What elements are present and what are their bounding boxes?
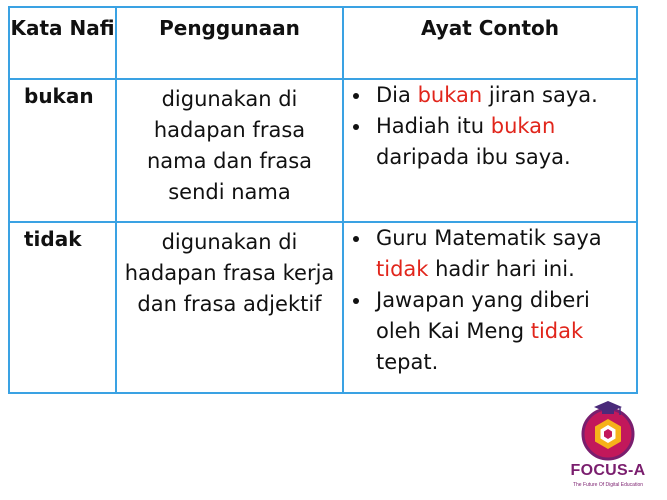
example-list <box>344 80 636 173</box>
ayat-contoh-cell <box>343 222 637 393</box>
example-list <box>344 223 636 378</box>
header-penggunaan: Penggunaan <box>116 7 343 79</box>
negation-word: tidak <box>530 319 584 343</box>
header-ayat-contoh: Ayat Contoh <box>343 7 637 79</box>
example-item: • Hadiah itu bukan daripada ibu saya. <box>372 111 632 173</box>
logo-name: FOCUS-A <box>570 462 646 479</box>
negation-word: tidak <box>376 257 429 281</box>
focus-a-logo <box>556 398 660 496</box>
table-row <box>9 79 637 222</box>
penggunaan-cell: digunakan di hadapan frasa kerja dan frasa adjektif <box>116 222 343 393</box>
kata-nafi-table <box>8 6 638 394</box>
table-header-row <box>9 7 637 79</box>
ayat-contoh-cell <box>343 79 637 222</box>
penggunaan-cell: digunakan di hadapan frasa nama dan frasa sendi nama <box>116 79 343 222</box>
example-item: • Jawapan yang diberi oleh Kai Meng tidak tepat. <box>372 285 632 378</box>
header-kata-nafi: Kata Nafi <box>9 7 116 79</box>
graduation-cap-hexagon-icon <box>556 398 660 462</box>
kata-nafi-cell: bukan <box>9 79 116 222</box>
logo-tagline: The Future Of Digital Education <box>572 482 644 488</box>
example-item: • Dia bukan jiran saya. <box>372 80 632 111</box>
example-item: • Guru Matematik saya tidak hadir hari ini. <box>372 223 632 285</box>
negation-word: bukan <box>417 83 483 107</box>
negation-word: bukan <box>490 114 556 138</box>
kata-nafi-cell: tidak <box>9 222 116 393</box>
table-row <box>9 222 637 393</box>
